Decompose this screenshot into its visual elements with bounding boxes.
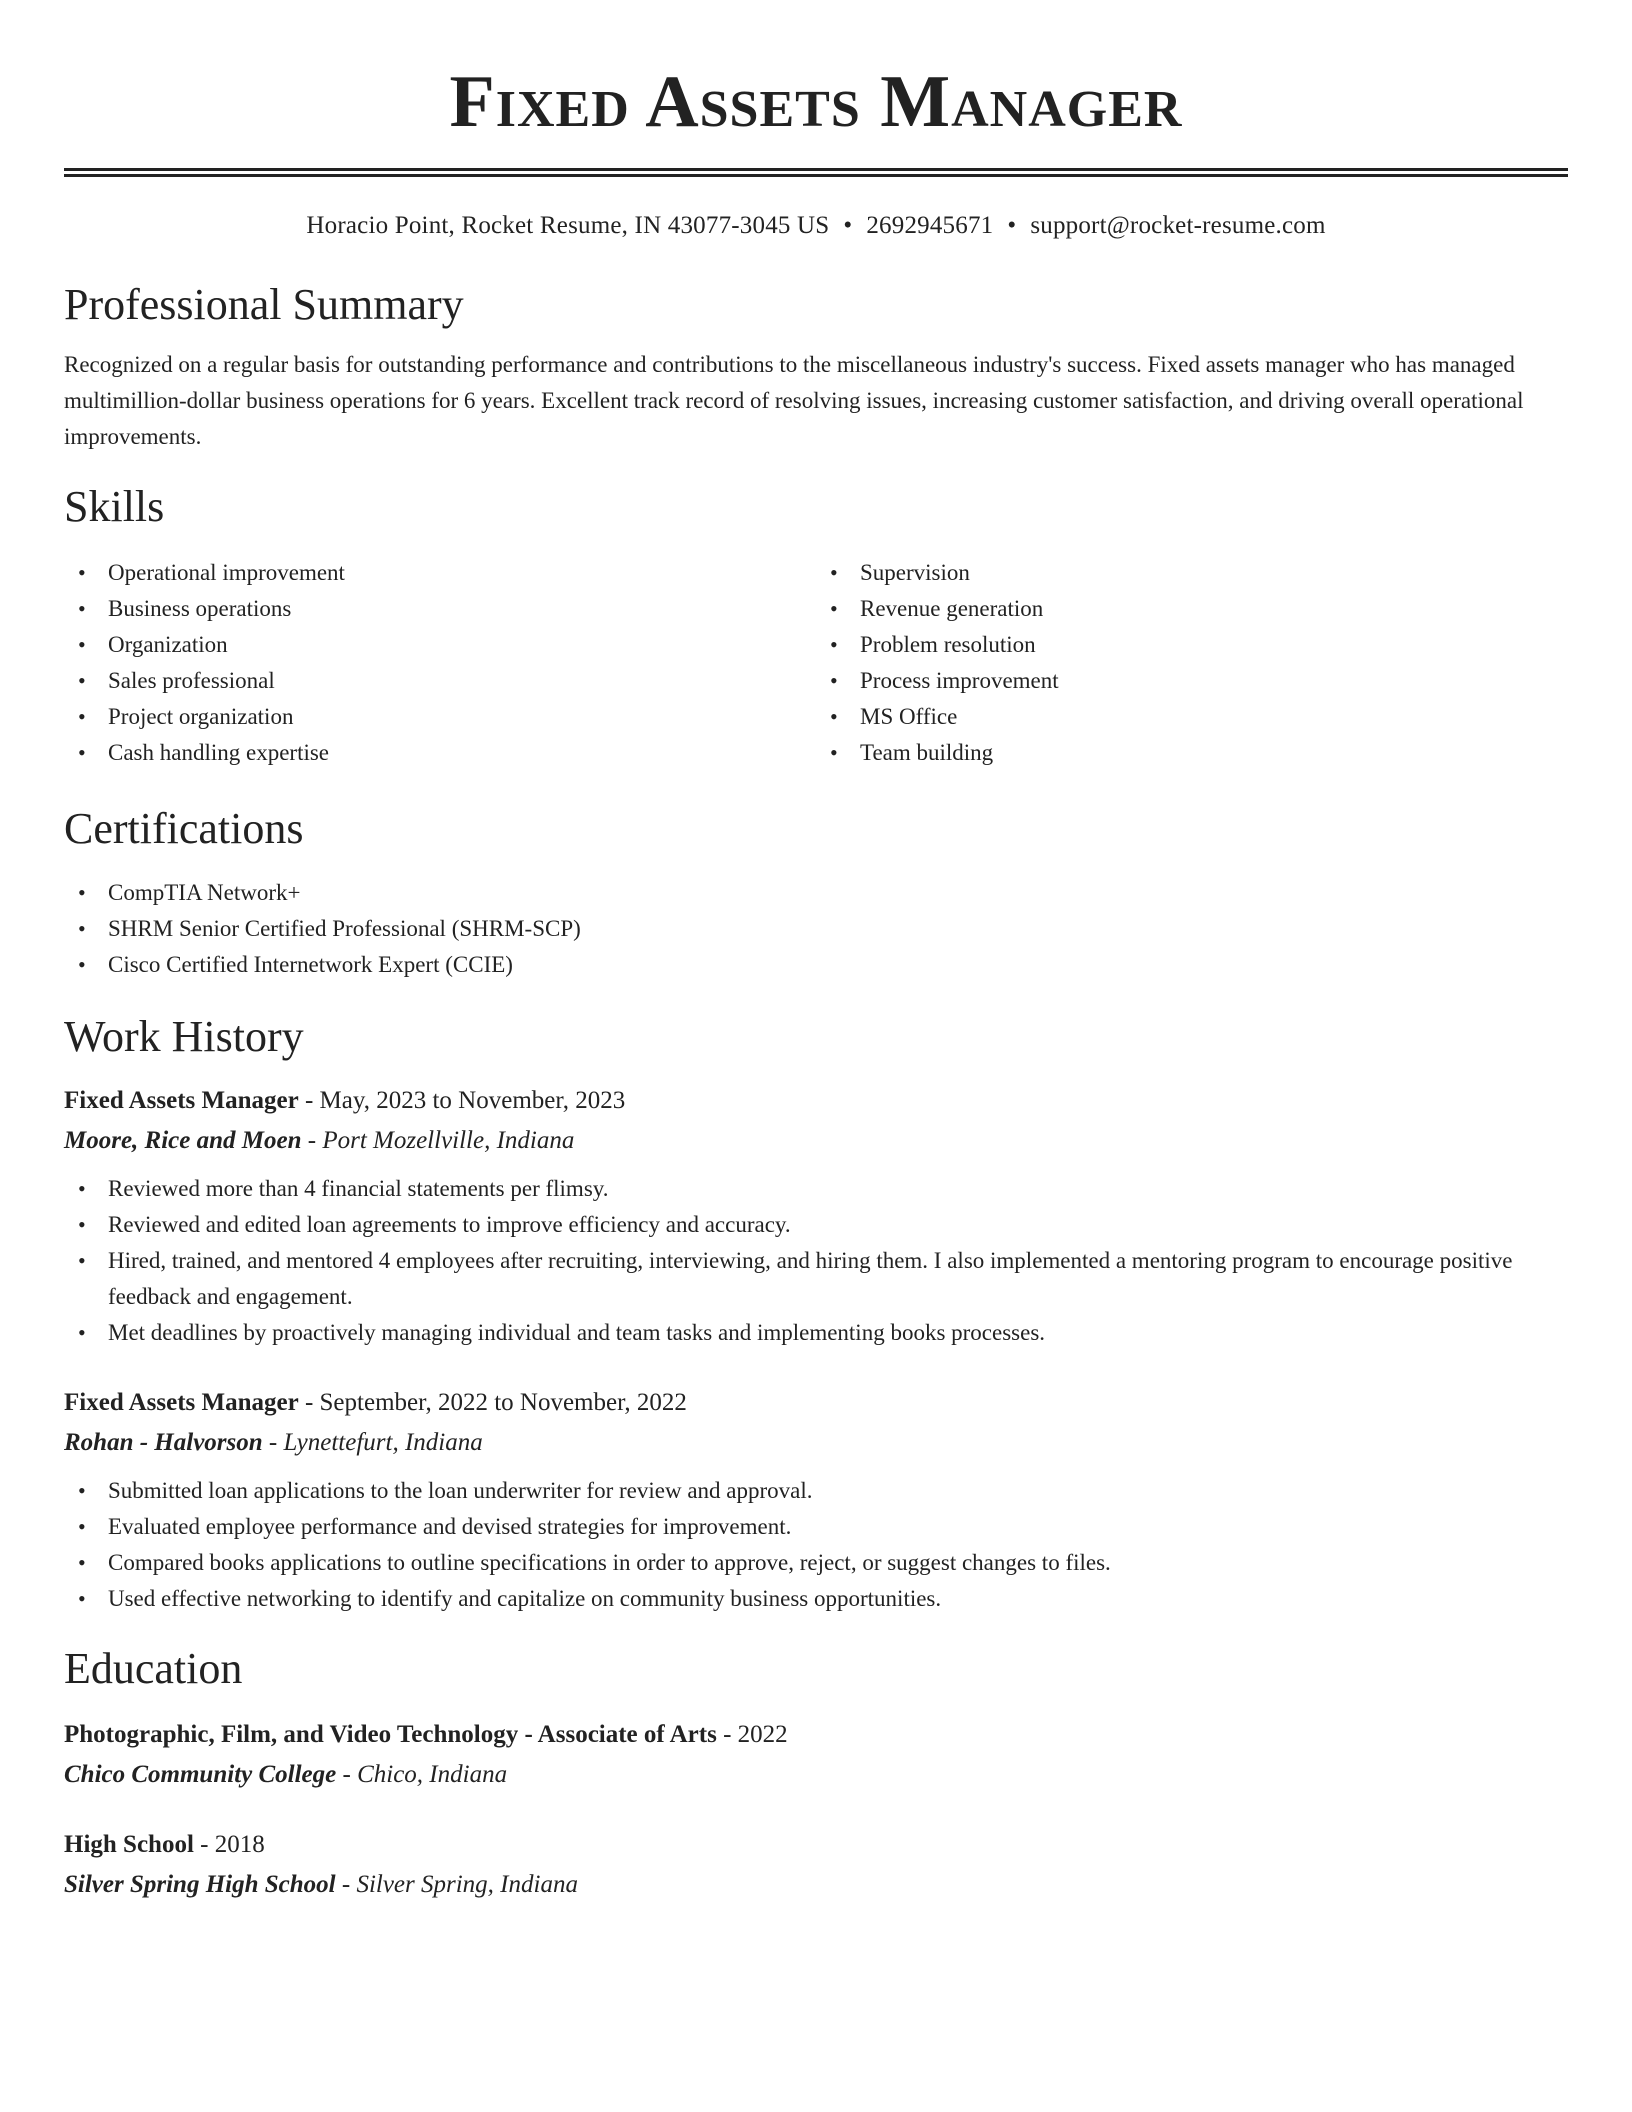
skills-list-right bbox=[816, 555, 1568, 771]
education-year: 2018 bbox=[214, 1831, 265, 1858]
job-location: Lynettefurt, Indiana bbox=[283, 1429, 483, 1456]
job-duty-item: • Compared books applications to outline specifications in order to approve, reject, or suggest changes to files. bbox=[64, 1545, 1568, 1581]
education-location: Chico, Indiana bbox=[357, 1761, 508, 1788]
education-heading: Education bbox=[64, 1644, 243, 1693]
job-duties-list bbox=[64, 1171, 1568, 1351]
skills-grid bbox=[64, 555, 1568, 771]
job-company-line: Rohan - Halvorson - Lynettefurt, Indiana bbox=[64, 1429, 483, 1456]
job-location: Port Mozellville, Indiana bbox=[322, 1127, 575, 1154]
skills-column-left bbox=[64, 555, 816, 771]
job-title-line: Fixed Assets Manager - May, 2023 to November, 2023 bbox=[64, 1087, 626, 1114]
education-entry bbox=[64, 1715, 1568, 1795]
skills-column-right bbox=[816, 555, 1568, 771]
contact-email: support@rocket-resume.com bbox=[1030, 212, 1326, 239]
skills-heading: Skills bbox=[64, 482, 165, 531]
job-duty-item: • Evaluated employee performance and devised strategies for improvement. bbox=[64, 1509, 1568, 1545]
job-duty-item: • Used effective networking to identify and capitalize on community business opportunities. bbox=[64, 1581, 1568, 1617]
job-duty-item: • Submitted loan applications to the loan underwriter for review and approval. bbox=[64, 1473, 1568, 1509]
job-company-line: Moore, Rice and Moen - Port Mozellville, Indiana bbox=[64, 1127, 575, 1154]
certifications-heading: Certifications bbox=[64, 804, 304, 853]
skills-list-left bbox=[64, 555, 816, 771]
skill-item: • Sales professional bbox=[64, 663, 816, 699]
job-dates: September, 2022 to November, 2022 bbox=[319, 1389, 687, 1416]
contact-separator: • bbox=[843, 212, 853, 239]
contact-line bbox=[64, 211, 1568, 241]
education-school: Chico Community College bbox=[64, 1761, 337, 1788]
job-entry bbox=[64, 1383, 1568, 1617]
skill-item: • Cash handling expertise bbox=[64, 735, 816, 771]
education-location: Silver Spring, Indiana bbox=[356, 1871, 578, 1898]
education-year: 2022 bbox=[737, 1721, 788, 1748]
job-dates: May, 2023 to November, 2023 bbox=[319, 1087, 626, 1114]
job-duty-item: • Met deadlines by proactively managing individual and team tasks and implementing books processes. bbox=[64, 1315, 1568, 1351]
job-company: Moore, Rice and Moen bbox=[64, 1127, 302, 1154]
skill-item: • MS Office bbox=[816, 699, 1568, 735]
summary-text: Recognized on a regular basis for outstanding performance and contributions to the miscellaneous industry's success. Fixed assets manager who has managed multimillion-dollar business operations for 6 years. Excellent track record of resolving issues, increasing customer satisfaction, and driving overall operational improvements. bbox=[64, 352, 1524, 449]
skill-item: • Supervision bbox=[816, 555, 1568, 591]
summary-heading: Professional Summary bbox=[64, 280, 464, 329]
job-duty-item: • Hired, trained, and mentored 4 employees after recruiting, interviewing, and hiring them. I also implemented a mentoring program to encourage positive feedback and engagement. bbox=[64, 1243, 1568, 1315]
skill-item: • Problem resolution bbox=[816, 627, 1568, 663]
skill-item: • Project organization bbox=[64, 699, 816, 735]
education-degree: High School bbox=[64, 1831, 194, 1858]
certification-item: • SHRM Senior Certified Professional (SHRM-SCP) bbox=[64, 911, 1568, 947]
education-degree-line: Photographic, Film, and Video Technology - Associate of Arts - 2022 bbox=[64, 1721, 788, 1748]
education-school-line: Silver Spring High School - Silver Spring, Indiana bbox=[64, 1871, 578, 1898]
education-school: Silver Spring High School bbox=[64, 1871, 336, 1898]
education-degree: Photographic, Film, and Video Technology - Associate of Arts bbox=[64, 1721, 717, 1748]
job-duties-list bbox=[64, 1473, 1568, 1617]
skill-item: • Business operations bbox=[64, 591, 816, 627]
job-title: Fixed Assets Manager bbox=[64, 1389, 299, 1416]
job-duty-item: • Reviewed and edited loan agreements to improve efficiency and accuracy. bbox=[64, 1207, 1568, 1243]
skill-item: • Process improvement bbox=[816, 663, 1568, 699]
job-company: Rohan - Halvorson bbox=[64, 1429, 263, 1456]
job-entry bbox=[64, 1081, 1568, 1351]
work-history-heading: Work History bbox=[64, 1012, 304, 1061]
skill-item: • Organization bbox=[64, 627, 816, 663]
title-divider bbox=[64, 168, 1568, 177]
contact-separator: • bbox=[1007, 212, 1017, 239]
skill-item: • Team building bbox=[816, 735, 1568, 771]
education-degree-line: High School - 2018 bbox=[64, 1831, 265, 1858]
contact-address: Horacio Point, Rocket Resume, IN 43077-3045 US bbox=[306, 212, 830, 239]
education-school-line: Chico Community College - Chico, Indiana bbox=[64, 1761, 508, 1788]
education-entry bbox=[64, 1825, 1568, 1905]
contact-phone: 2692945671 bbox=[866, 212, 994, 239]
certifications-list bbox=[64, 875, 1568, 983]
resume-title: Fixed Assets Manager bbox=[449, 61, 1183, 143]
skill-item: • Revenue generation bbox=[816, 591, 1568, 627]
certification-item: • Cisco Certified Internetwork Expert (CCIE) bbox=[64, 947, 1568, 983]
job-title-line: Fixed Assets Manager - September, 2022 to November, 2022 bbox=[64, 1389, 687, 1416]
job-duty-item: • Reviewed more than 4 financial statements per flimsy. bbox=[64, 1171, 1568, 1207]
certification-item: • CompTIA Network+ bbox=[64, 875, 1568, 911]
job-title: Fixed Assets Manager bbox=[64, 1087, 299, 1114]
skill-item: • Operational improvement bbox=[64, 555, 816, 591]
